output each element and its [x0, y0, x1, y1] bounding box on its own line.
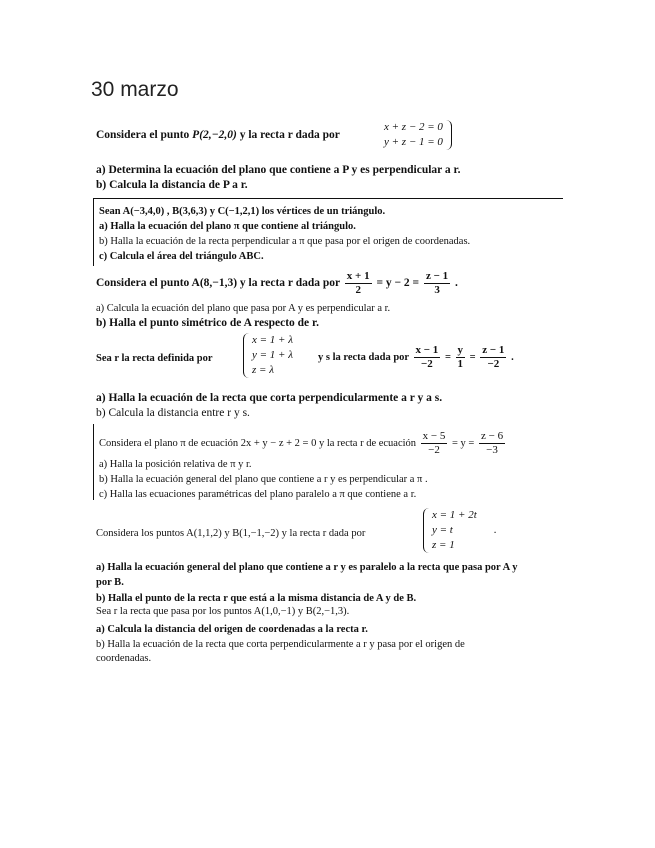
- ex4-sys2: y = 1 + λ: [252, 349, 293, 361]
- ex4-system-block: [252, 333, 293, 378]
- ex4-intro-b: y s la recta dada por: [318, 351, 409, 363]
- ex3-mid: = y − 2 =: [376, 277, 420, 290]
- ex5-part-b: b) Halla la ecuación general del plano que contiene a r y es perpendicular a π .: [99, 474, 428, 485]
- ex6-part-a-line2: por B.: [96, 577, 124, 588]
- ex1-part-b: b) Calcula la distancia de P a r.: [96, 179, 248, 191]
- ex4-fraction-2: $\frac{y}{1}$: [457, 344, 464, 370]
- ex6-sys1: x = 1 + 2t: [432, 509, 477, 521]
- ex7-part-b-line2: coordenadas.: [96, 653, 152, 664]
- ex4-left-brace: [243, 333, 250, 378]
- ex5-mid: = y =: [452, 437, 475, 449]
- ex1-system-block: [384, 120, 443, 150]
- ex3-part-a: a) Calcula la ecuación del plano que pasa por A y es perpendicular a r.: [96, 303, 391, 314]
- ex1-intro: [96, 128, 340, 142]
- ex4-equals-2: =: [469, 351, 476, 363]
- ex4-fraction-1: $\frac{x - 1}{-2}$: [415, 344, 439, 370]
- ex1-right-brace: [445, 120, 452, 150]
- ex6-left-brace: [423, 508, 430, 553]
- ex4-equals-1: =: [444, 351, 451, 363]
- ex2-left-rule: [93, 198, 94, 266]
- ex7-intro: Sea r la recta que pasa por los puntos A(1,0,−1) y B(2,−1,3).: [96, 606, 350, 617]
- ex4-sys3: z = λ: [252, 364, 274, 376]
- ex4-part-a: a) Halla la ecuación de la recta que corta perpendicularmente a r y a s.: [96, 392, 443, 404]
- ex4-part-b: b) Calcula la distancia entre r y s.: [96, 407, 250, 419]
- ex4-end: .: [511, 351, 514, 363]
- ex5-fraction-1: $\frac{x - 5}{-2}$: [422, 430, 446, 456]
- ex1-point: P(2,−2,0): [192, 129, 237, 141]
- ex6-end: .: [493, 524, 497, 537]
- ex7-part-a: a) Calcula la distancia del origen de coordenadas a la recta r.: [96, 624, 368, 635]
- ex1-intro-b: y la recta r dada por: [239, 129, 340, 141]
- ex5-intro: [99, 430, 507, 457]
- ex4-intro-b-line: [318, 344, 514, 371]
- ex4-system: [252, 333, 293, 378]
- ex4-sys1: x = 1 + λ: [252, 334, 293, 346]
- ex1-system: [384, 120, 443, 150]
- ex5-left-rule: [93, 424, 94, 500]
- ex6-part-a-line1: a) Halla la ecuación general del plano que contiene a r y es paralelo a la recta que pasa por A y: [96, 562, 518, 573]
- ex3-end: .: [455, 277, 458, 290]
- ex2-top-rule: [93, 198, 563, 199]
- ex5-part-a: a) Halla la posición relativa de π y r.: [99, 459, 252, 470]
- ex6-sys3: z = 1: [432, 539, 455, 551]
- ex3-fraction-1: $\frac{x + 1}{2}$: [346, 270, 370, 296]
- ex1-part-a: a) Determina la ecuación del plano que contiene a P y es perpendicular a r.: [96, 164, 461, 176]
- ex6-sys2: y = t: [432, 524, 453, 536]
- ex2-part-a: a) Halla la ecuación del plano π que contiene al triángulo.: [99, 221, 356, 232]
- ex6-part-b: b) Halla el punto de la recta r que está a la misma distancia de A y de B.: [96, 593, 417, 604]
- ex5-fraction-2: $\frac{z - 6}{-3}$: [480, 430, 504, 456]
- ex3-part-b: b) Halla el punto simétrico de A respecto de r.: [96, 317, 319, 329]
- ex1-eq1: x + z − 2 = 0: [384, 121, 443, 133]
- ex3-fraction-2: $\frac{z - 1}{3}$: [426, 270, 449, 296]
- ex3-intro: [96, 270, 458, 297]
- ex2-part-b: b) Halla la ecuación de la recta perpendicular a π que pasa por el origen de coordenadas.: [99, 236, 471, 247]
- ex2-part-c: c) Calcula el área del triángulo ABC.: [99, 251, 264, 262]
- ex6-intro: Considera los puntos A(1,1,2) y B(1,−1,−2) y la recta r dada por: [96, 528, 366, 539]
- ex4-fraction-3: $\frac{z - 1}{-2}$: [482, 344, 505, 370]
- ex6-system-block: [432, 508, 477, 553]
- ex4-intro-a: Sea r la recta definida por: [96, 353, 213, 364]
- ex3-intro-a: Considera el punto A(8,−1,3) y la recta r dada por: [96, 277, 340, 290]
- ex1-intro-a: Considera el punto: [96, 129, 190, 141]
- ex6-system: [432, 508, 497, 553]
- ex5-part-c: c) Halla las ecuaciones paramétricas del plano paralelo a π que contiene a r.: [99, 489, 417, 500]
- ex2-intro: Sean A(−3,4,0) , B(3,6,3) y C(−1,2,1) los vértices de un triángulo.: [99, 206, 386, 217]
- ex7-part-b-line1: b) Halla la ecuación de la recta que corta perpendicularmente a r y pasa por el origen de: [96, 639, 465, 650]
- page-title: 30 marzo: [91, 78, 179, 101]
- ex5-intro-a: Considera el plano π de ecuación 2x + y − z + 2 = 0 y la recta r de ecuación: [99, 437, 417, 449]
- ex1-eq2: y + z − 1 = 0: [384, 136, 443, 148]
